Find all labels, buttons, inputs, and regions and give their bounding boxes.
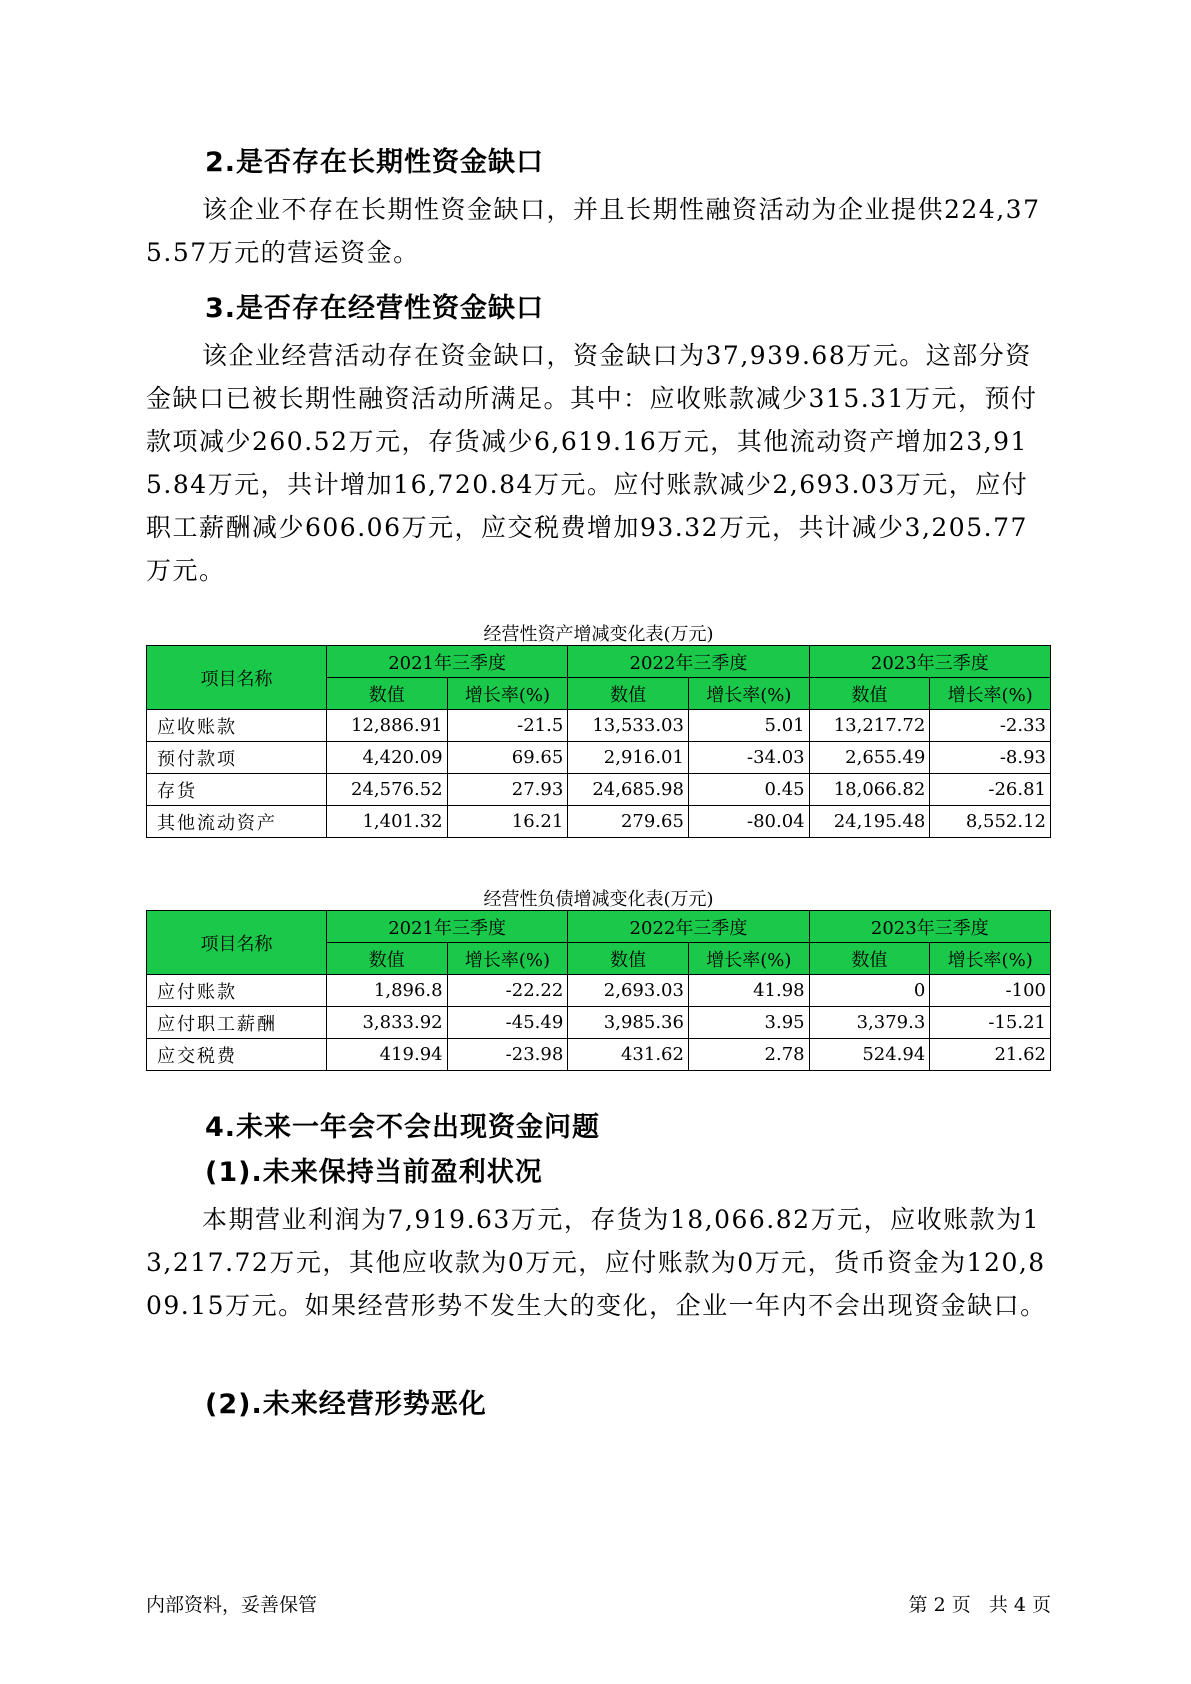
- row-item-name: 应付职工薪酬: [147, 1007, 327, 1039]
- table-row: [147, 806, 1051, 838]
- asset-table-caption: 经营性资产增减变化表(万元): [483, 624, 714, 645]
- header-growth: 增长率(%): [930, 943, 1051, 975]
- subsection-1-heading: (1).未来保持当前盈利状况: [205, 1157, 543, 1188]
- growth-rate-cell: -80.04: [688, 806, 809, 838]
- growth-rate-cell: -34.03: [688, 742, 809, 774]
- header-period: 2022年三季度: [568, 646, 809, 678]
- section-3-body: 该企业经营活动存在资金缺口，资金缺口为37,939.68万元。这部分资金缺口已被长期性融资活动所满足。其中：应收账款减少315.31万元，预付款项减少260.52万元，存货减少6,619.16万元，其他流动资产增加23,915.84万元，共计增加16,720.84万元。应付账款减少2,693.03万元，应付职工薪酬减少606.06万元，应交税费增加93.32万元，共计减少3,205.77万元。: [146, 341, 1038, 585]
- header-growth: 增长率(%): [688, 678, 809, 710]
- header-growth: 增长率(%): [688, 943, 809, 975]
- header-period: 2022年三季度: [568, 911, 809, 943]
- table-row: [147, 742, 1051, 774]
- header-value: 数值: [568, 943, 689, 975]
- section-3-heading: 3.是否存在经营性资金缺口: [205, 293, 545, 324]
- header-growth: 增长率(%): [930, 678, 1051, 710]
- growth-rate-cell: 2.78: [688, 1039, 809, 1071]
- growth-rate-cell: -2.33: [930, 710, 1051, 742]
- growth-rate-cell: 21.62: [930, 1039, 1051, 1071]
- section-2-heading: 2.是否存在长期性资金缺口: [205, 147, 545, 178]
- header-period: 2021年三季度: [326, 646, 567, 678]
- value-cell: 13,217.72: [809, 710, 930, 742]
- growth-rate-cell: 5.01: [688, 710, 809, 742]
- growth-rate-cell: -8.93: [930, 742, 1051, 774]
- value-cell: 24,685.98: [568, 774, 689, 806]
- value-cell: 4,420.09: [326, 742, 447, 774]
- value-cell: 1,401.32: [326, 806, 447, 838]
- table-row: [147, 710, 1051, 742]
- growth-rate-cell: -23.98: [447, 1039, 568, 1071]
- value-cell: 24,195.48: [809, 806, 930, 838]
- value-cell: 3,379.3: [809, 1007, 930, 1039]
- growth-rate-cell: 27.93: [447, 774, 568, 806]
- growth-rate-cell: 0.45: [688, 774, 809, 806]
- subsection-2-heading: (2).未来经营形势恶化: [205, 1389, 487, 1420]
- header-value: 数值: [326, 678, 447, 710]
- header-value: 数值: [809, 943, 930, 975]
- growth-rate-cell: -26.81: [930, 774, 1051, 806]
- section-4-heading: 4.未来一年会不会出现资金问题: [205, 1112, 601, 1143]
- table-row: [147, 774, 1051, 806]
- liability-change-table: [146, 910, 1051, 1071]
- value-cell: 431.62: [568, 1039, 689, 1071]
- row-item-name: 存货: [147, 774, 327, 806]
- footer-confidential-note: 内部资料，妥善保管: [146, 1594, 318, 1616]
- growth-rate-cell: 3.95: [688, 1007, 809, 1039]
- growth-rate-cell: 41.98: [688, 975, 809, 1007]
- growth-rate-cell: -45.49: [447, 1007, 568, 1039]
- row-item-name: 预付款项: [147, 742, 327, 774]
- header-value: 数值: [809, 678, 930, 710]
- header-period: 2023年三季度: [809, 911, 1050, 943]
- value-cell: 12,886.91: [326, 710, 447, 742]
- row-item-name: 应交税费: [147, 1039, 327, 1071]
- section-2-body: 该企业不存在长期性资金缺口，并且长期性融资活动为企业提供224,375.57万元的营运资金。: [146, 195, 1041, 267]
- value-cell: 419.94: [326, 1039, 447, 1071]
- row-item-name: 应收账款: [147, 710, 327, 742]
- table-row: [147, 1007, 1051, 1039]
- value-cell: 3,833.92: [326, 1007, 447, 1039]
- growth-rate-cell: 69.65: [447, 742, 568, 774]
- value-cell: 524.94: [809, 1039, 930, 1071]
- value-cell: 24,576.52: [326, 774, 447, 806]
- growth-rate-cell: -22.22: [447, 975, 568, 1007]
- table-row: [147, 975, 1051, 1007]
- row-item-name: 其他流动资产: [147, 806, 327, 838]
- table-row: [147, 1039, 1051, 1071]
- growth-rate-cell: 16.21: [447, 806, 568, 838]
- growth-rate-cell: -100: [930, 975, 1051, 1007]
- growth-rate-cell: -21.5: [447, 710, 568, 742]
- row-item-name: 应付账款: [147, 975, 327, 1007]
- header-item-name: 项目名称: [147, 646, 327, 710]
- header-item-name: 项目名称: [147, 911, 327, 975]
- liability-table-caption: 经营性负债增减变化表(万元): [483, 889, 714, 910]
- value-cell: 2,916.01: [568, 742, 689, 774]
- value-cell: 13,533.03: [568, 710, 689, 742]
- growth-rate-cell: -15.21: [930, 1007, 1051, 1039]
- footer-page-number: 第 2 页 共 4 页: [908, 1594, 1051, 1616]
- header-period: 2021年三季度: [326, 911, 567, 943]
- value-cell: 1,896.8: [326, 975, 447, 1007]
- value-cell: 3,985.36: [568, 1007, 689, 1039]
- value-cell: 2,693.03: [568, 975, 689, 1007]
- subsection-1-body: 本期营业利润为7,919.63万元，存货为18,066.82万元，应收账款为13,217.72万元，其他应收款为0万元，应付账款为0万元，货币资金为120,809.15万元。如果经营形势不发生大的变化，企业一年内不会出现资金缺口。: [146, 1205, 1047, 1320]
- value-cell: 18,066.82: [809, 774, 930, 806]
- asset-change-table: [146, 645, 1051, 838]
- value-cell: 2,655.49: [809, 742, 930, 774]
- header-period: 2023年三季度: [809, 646, 1050, 678]
- growth-rate-cell: 8,552.12: [930, 806, 1051, 838]
- value-cell: 0: [809, 975, 930, 1007]
- header-value: 数值: [326, 943, 447, 975]
- header-growth: 增长率(%): [447, 678, 568, 710]
- header-growth: 增长率(%): [447, 943, 568, 975]
- header-value: 数值: [568, 678, 689, 710]
- value-cell: 279.65: [568, 806, 689, 838]
